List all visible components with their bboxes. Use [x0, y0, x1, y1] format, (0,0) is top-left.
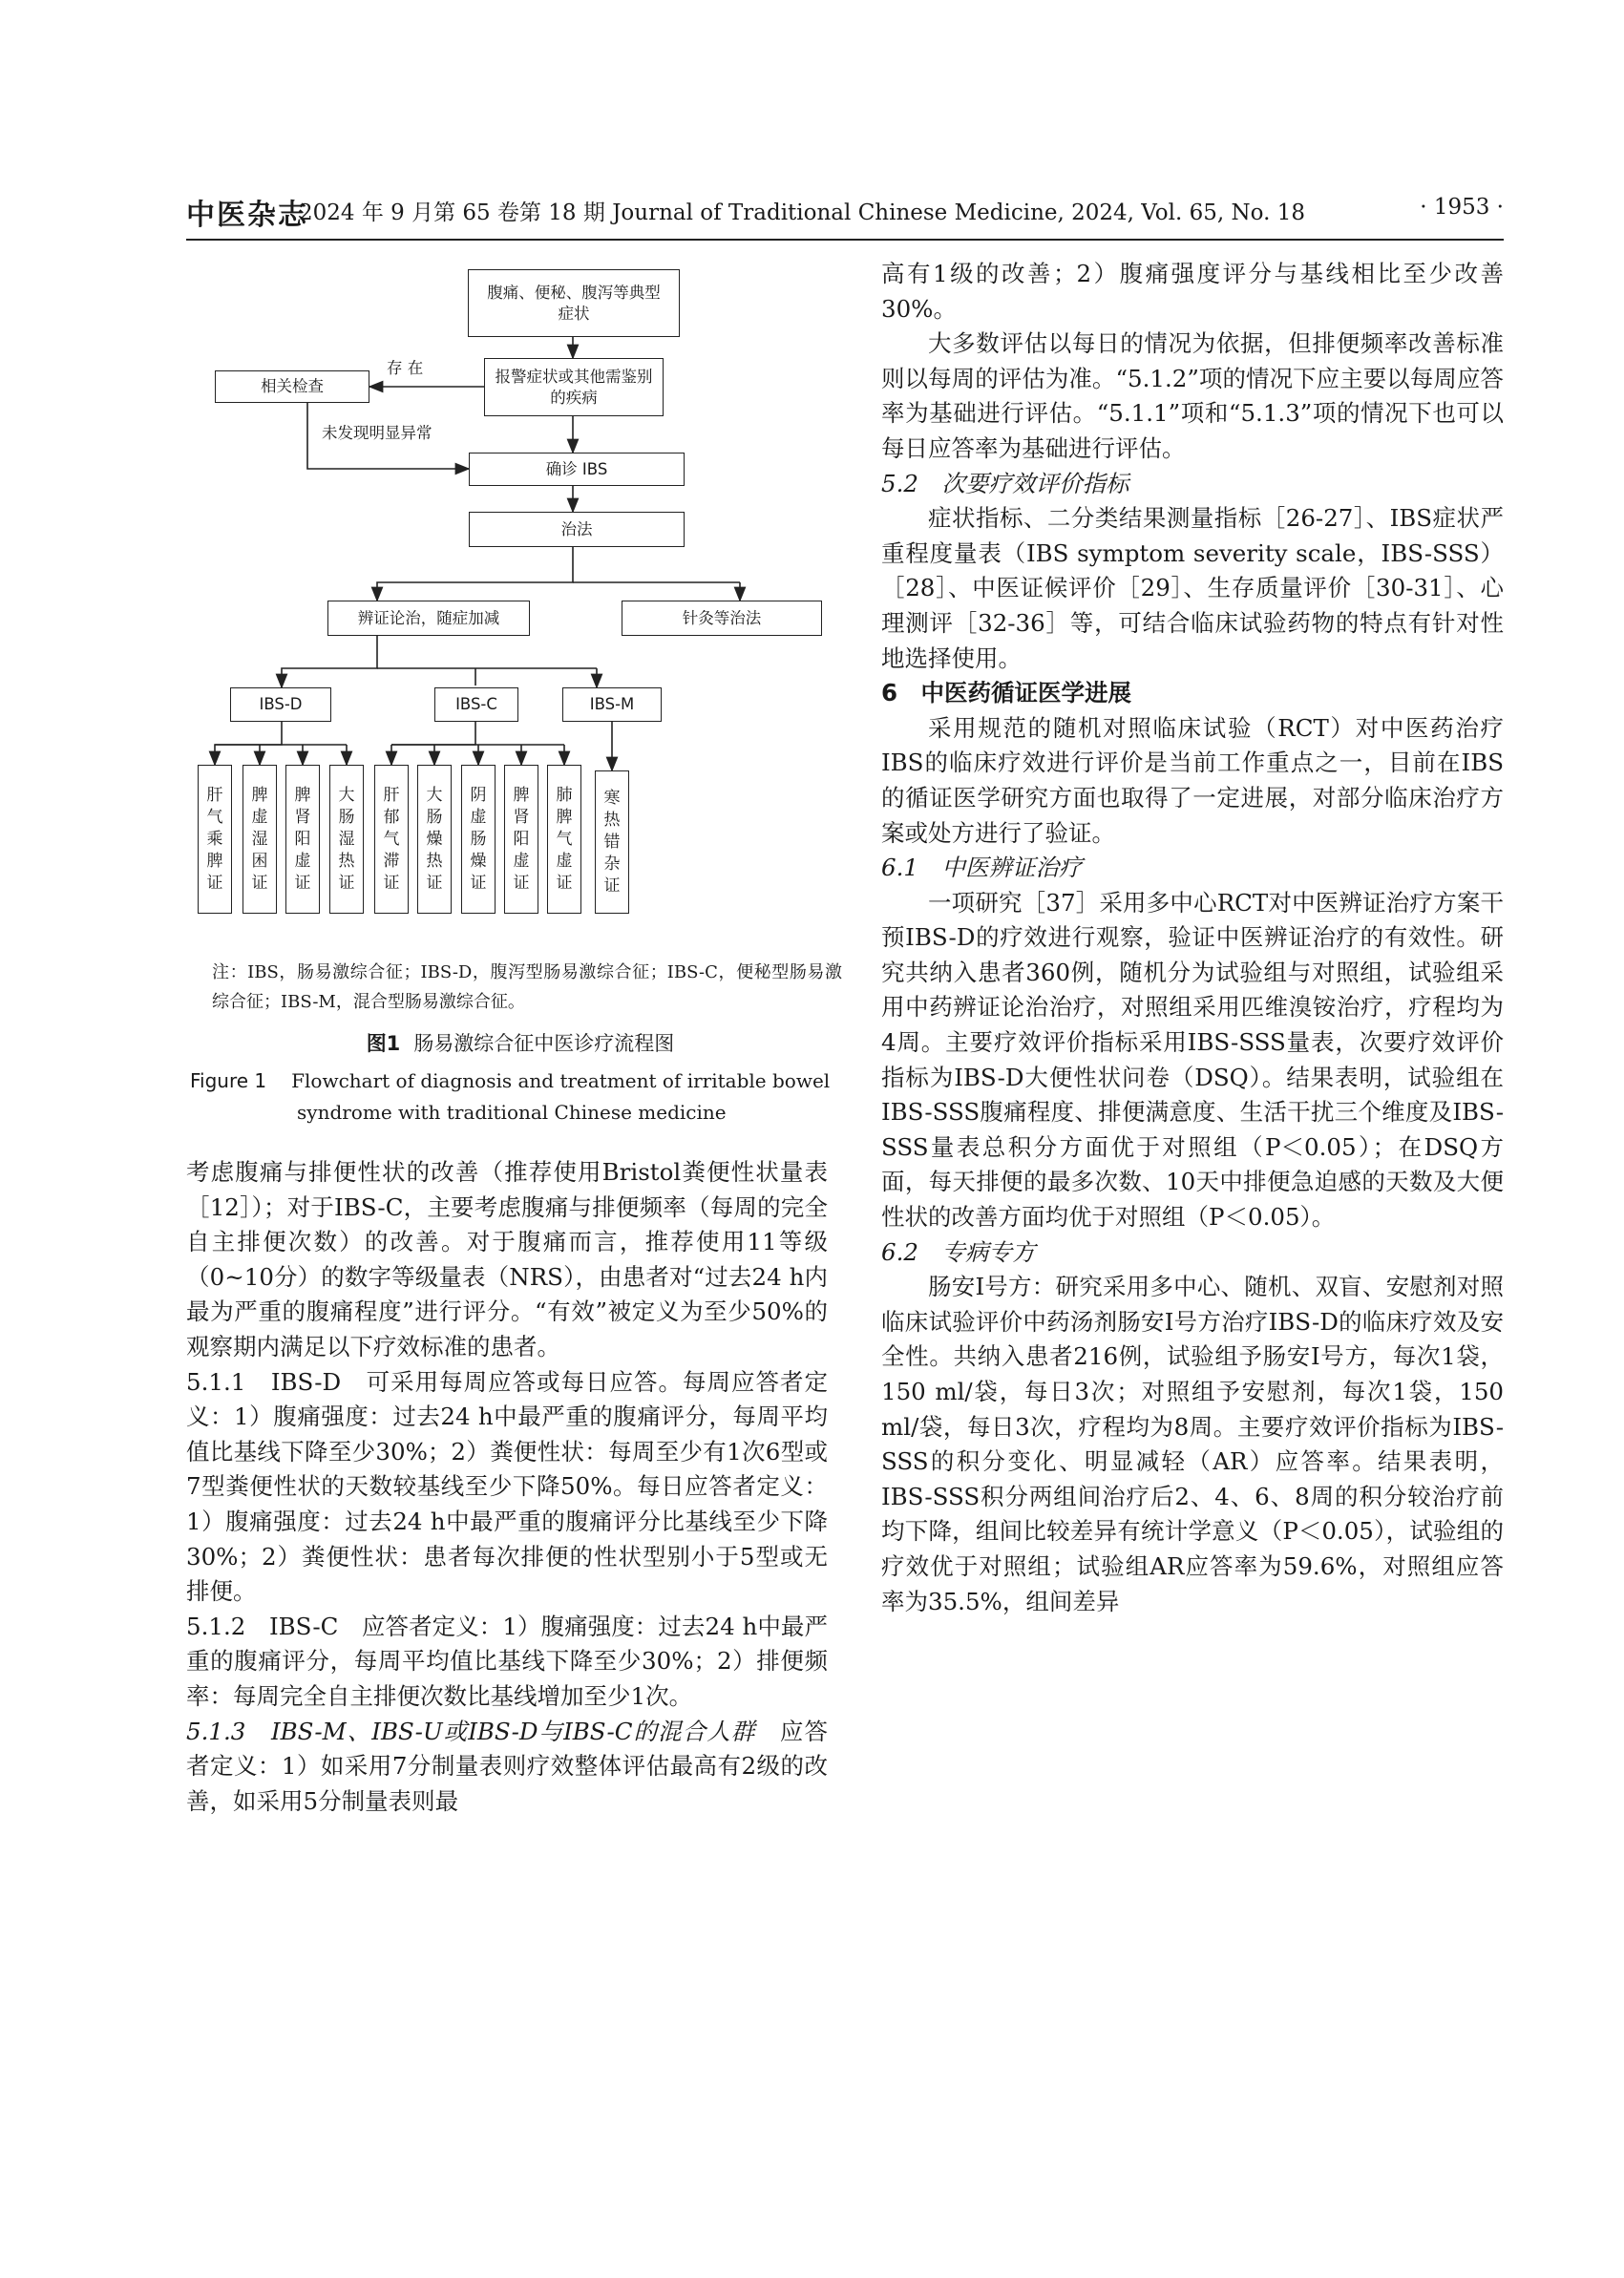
figure-caption-cn: [186, 1028, 854, 1057]
paragraph: 大多数评估以每日的情况为依据，但排便频率改善标准则以每周的评估为准。“5.1.2”项的情况下应主要以每周应答率为基础进行评估。“5.1.1”项和“5.1.3”项的情况下也可以每日应答率为基础进行评估。: [881, 329, 1504, 462]
journal-brand: 中医杂志: [186, 199, 308, 232]
paragraph: 肠安Ⅰ号方：研究采用多中心、随机、双盲、安慰剂对照临床试验评价中药汤剂肠安Ⅰ号方治疗IBS-D的临床疗效及安全性。共纳入患者216例，试验组予肠安Ⅰ号方，每次1袋，150 ml/袋，每日3次；对照组予安慰剂，每次1袋，150 ml/袋，每日3次，疗程均为8周。主要疗效评价指标为IBS-SSS的积分变化、明显减轻（AR）应答率。结果表明，IBS-SSS积分两组间治疗后2、4、6、8周的积分较治疗前均下降，组间比较差异有统计学意义（P＜0.05），试验组的疗效优于对照组；试验组AR应答率为59.6%，对照组应答率为35.5%，组间差异: [881, 1273, 1504, 1615]
figure-title-en-line2: syndrome with traditional Chinese medicine: [297, 1101, 727, 1124]
syndrome-box: 脾虚湿困证: [243, 765, 277, 914]
flowchart: [186, 260, 854, 964]
node-ibs-d: IBS-D: [230, 687, 331, 722]
paragraph-text: 应答者定义：1）如采用7分制量表则疗效整体评估最高有2级的改善，如采用5分制量表则最: [186, 1717, 828, 1815]
paragraph: 症状指标、二分类结果测量指标［26-27］、IBS症状严重程度量表（IBS symptom severity scale，IBS-SSS）［28］、中医证候评价［29］、生存质量评价［30-31］、心理测评［32-36］等，可结合临床试验药物的特点有针对性地选择使用。: [881, 504, 1504, 672]
node-typical-symptoms: 腹痛、便秘、腹泻等典型症状: [468, 269, 680, 337]
node-acupuncture: 针灸等治法: [622, 601, 822, 636]
left-column: [186, 1155, 828, 1819]
node-related-exam: 相关检查: [215, 370, 369, 403]
subheading-6-2: 6.2 专病专方: [881, 1237, 1036, 1266]
syndrome-box: 寒热错杂证: [595, 770, 629, 914]
syndrome-box: 脾肾阳虚证: [504, 765, 538, 914]
journal-issue-info: 2024 年 9 月第 65 卷第 18 期 Journal of Traditional Chinese Medicine, 2024, Vol. 65, No. 18: [299, 200, 1305, 225]
diff-branch: [282, 636, 377, 687]
ibsd-branch: [215, 722, 282, 763]
right-column: [881, 257, 1504, 1619]
node-diagnose-ibs: 确诊 IBS: [469, 453, 685, 486]
page-number: · 1953 ·: [1420, 195, 1504, 220]
edge-label-exists: 存 在: [387, 359, 424, 377]
figure-label-cn: 图1: [366, 1032, 401, 1055]
treatment-branch: [377, 547, 573, 596]
node-ibs-m: IBS-M: [562, 687, 662, 722]
paragraph: 考虑腹痛与排便性状的改善（推荐使用Bristol粪便性状量表［12］）；对于IBS-C，主要考虑腹痛与排便频率（每周的完全自主排便次数）的改善。对于腹痛而言，推荐使用11等级（0~10分）的数字等级量表（NRS），由患者对“过去24 h内最为严重的腹痛程度”进行评分。“有效”被定义为至少50%的观察期内满足以下疗效标准的患者。: [186, 1158, 828, 1360]
subheading-5-1-3: 5.1.3 IBS-M、IBS-U或IBS-D与IBS-C的混合人群: [186, 1717, 756, 1745]
paragraph: 采用规范的随机对照临床试验（RCT）对中医药治疗IBS的临床疗效进行评价是当前工作重点之一，目前在IBS的循证医学研究方面也取得了一定进展，对部分临床治疗方案或处方进行了验证。: [881, 713, 1504, 847]
paragraph: [186, 1715, 828, 1820]
node-syndrome-differentiation: 辨证论治，随症加减: [327, 601, 530, 636]
node-treatment: 治法: [469, 512, 685, 547]
figure-caption-en: [190, 1065, 849, 1128]
paragraph: 5.1.1 IBS-D 可采用每周应答或每日应答。每周应答者定义：1）腹痛强度：过去24 h中最严重的腹痛评分，每周平均值比基线下降至少30%；2）粪便性状：每周至少有1次6型或7型粪便性状的天数较基线至少下降50%。每日应答者定义：1）腹痛强度：过去24 h中最严重的腹痛评分比基线至少下降30%；2）粪便性状：患者每次排便的性状型别小于5型或无排便。: [186, 1367, 828, 1606]
section-heading-6: 6 中医药循证医学进展: [881, 679, 1132, 707]
syndrome-box: 肝郁气滞证: [374, 765, 409, 914]
syndrome-box: 大肠湿热证: [329, 765, 364, 914]
subheading-6-1: 6.1 中医辨证治疗: [881, 854, 1083, 882]
figure-label-en: Figure 1: [190, 1069, 267, 1092]
figure-note: 注：IBS，肠易激综合征；IBS-D，腹泻型肠易激综合征；IBS-C，便秘型肠易激综合征；IBS-M，混合型肠易激综合征。: [212, 962, 842, 1012]
paragraph: 5.1.2 IBS-C 应答者定义：1）腹痛强度：过去24 h中最严重的腹痛评分，每周平均值比基线下降至少30%；2）排便频率：每周完全自主排便次数比基线增加至少1次。: [186, 1612, 828, 1710]
edge-label-no-abnormal: 未发现明显异常: [322, 424, 432, 442]
figure-title-en-line1: Flowchart of diagnosis and treatment of irritable bowel: [291, 1069, 831, 1092]
paragraph: 一项研究［37］采用多中心RCT对中医辨证治疗方案干预IBS-D的疗效进行观察，验证中医辨证治疗的有效性。研究共纳入患者360例，随机分为试验组与对照组，试验组采用中药辨证论治治疗，对照组采用匹维溴铵治疗，疗程均为4周。主要疗效评价指标采用IBS-SSS量表，次要疗效评价指标为IBS-D大便性状问卷（DSQ）。结果表明，试验组在IBS-SSS腹痛程度、排便满意度、生活干扰三个维度及IBS-SSS量表总积分方面优于对照组（P＜0.05）；在DSQ方面，每天排便的最多次数、10天中排便急迫感的天数及大便性状的改善方面均优于对照组（P＜0.05）。: [881, 888, 1504, 1232]
running-header: [186, 191, 1504, 231]
node-alarm-symptoms: 报警症状或其他需鉴别的疾病: [484, 358, 664, 416]
node-ibs-c: IBS-C: [434, 687, 518, 722]
syndrome-box: 大肠燥热证: [417, 765, 452, 914]
ibsc-branch: [391, 722, 475, 745]
header-rule: [186, 239, 1504, 241]
syndrome-box: 脾肾阳虚证: [285, 765, 320, 914]
syndrome-box: 肺脾气虚证: [547, 765, 581, 914]
figure-title-cn: 肠易激综合征中医诊疗流程图: [413, 1032, 675, 1055]
paragraph: 高有1级的改善；2）腹痛强度评分与基线相比至少改善30%。: [881, 260, 1504, 323]
syndrome-box: 肝气乘脾证: [198, 765, 232, 914]
syndrome-box: 阴虚肠燥证: [461, 765, 496, 914]
subheading-5-2: 5.2 次要疗效评价指标: [881, 469, 1129, 497]
